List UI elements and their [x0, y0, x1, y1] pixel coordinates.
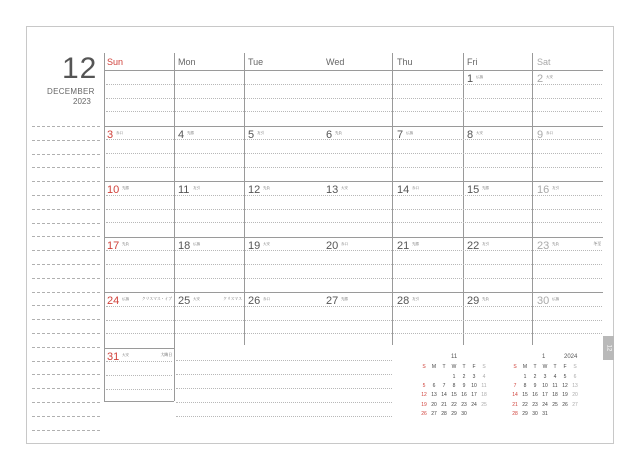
- holiday-note: 冬至: [593, 241, 601, 246]
- mini-day[interactable]: 14: [512, 392, 518, 399]
- day-number[interactable]: 17: [107, 239, 120, 252]
- notes-line: [32, 430, 100, 431]
- day-number[interactable]: 26: [248, 295, 261, 307]
- mini-day[interactable]: 30: [461, 410, 467, 417]
- row-divider: [104, 181, 603, 182]
- day-number[interactable]: 18: [178, 239, 191, 252]
- row-divider: [104, 292, 603, 293]
- rokuyo-label: 赤口: [412, 186, 419, 190]
- rokuyo-label: 友引: [193, 186, 200, 190]
- notes-line: [32, 126, 100, 127]
- mini-day[interactable]: 7: [513, 383, 517, 390]
- column-divider: [104, 53, 105, 401]
- weekday-header-sat: Sat: [537, 57, 551, 67]
- notes-line: [32, 374, 100, 375]
- month-number: 12: [62, 52, 98, 85]
- day-number[interactable]: 16: [537, 184, 550, 196]
- day-number[interactable]: 4: [178, 128, 185, 141]
- mini-day[interactable]: 29: [451, 410, 457, 417]
- mini-day[interactable]: 10: [542, 383, 548, 390]
- day-number[interactable]: 20: [326, 239, 339, 252]
- notes-line: [32, 236, 100, 237]
- notes-line: [32, 319, 100, 320]
- day-number[interactable]: 7: [397, 128, 404, 141]
- writing-line: [176, 402, 392, 403]
- mini-day[interactable]: 14: [441, 392, 447, 399]
- day-number[interactable]: 19: [248, 239, 261, 252]
- rokuyo-label: 友引: [257, 130, 264, 135]
- mini-day[interactable]: 12: [421, 392, 427, 399]
- row-divider: [104, 126, 603, 127]
- writing-line: [106, 264, 602, 265]
- rokuyo-label: 大安: [193, 297, 200, 301]
- mini-calendar-year: 2024: [564, 354, 578, 360]
- notes-line: [32, 181, 100, 182]
- rokuyo-label: 先勝: [341, 297, 348, 301]
- weekday-header-fri: Fri: [467, 57, 478, 67]
- mini-weekday: F: [563, 364, 567, 370]
- mini-day[interactable]: 26: [421, 410, 427, 417]
- weekday-header-wed: Wed: [326, 57, 345, 67]
- notes-line: [32, 195, 100, 196]
- mini-day[interactable]: 1: [452, 374, 456, 380]
- mini-day[interactable]: 28: [441, 410, 447, 417]
- rokuyo-label: 仏滅: [476, 75, 483, 79]
- day-number[interactable]: 10: [107, 184, 120, 196]
- writing-line: [176, 388, 392, 389]
- mini-day[interactable]: 4: [482, 374, 486, 380]
- writing-line: [106, 98, 602, 99]
- notes-line: [32, 209, 100, 210]
- rokuyo-label: 先勝: [122, 186, 129, 190]
- writing-line: [106, 209, 602, 210]
- day-number[interactable]: 9: [537, 128, 544, 141]
- notes-line: [32, 140, 100, 141]
- writing-line: [106, 320, 602, 321]
- mini-day[interactable]: 8: [452, 383, 456, 390]
- mini-day[interactable]: 15: [522, 392, 528, 399]
- notes-line: [32, 154, 100, 155]
- holiday-note: クリスマス: [223, 297, 242, 301]
- mini-weekday: W: [542, 364, 548, 370]
- rokuyo-label: 大安: [122, 352, 129, 357]
- writing-line: [106, 389, 172, 390]
- writing-line: [106, 375, 172, 376]
- notes-line: [32, 250, 100, 251]
- rokuyo-label: 大安: [263, 241, 270, 246]
- rokuyo-label: 大安: [341, 186, 348, 190]
- day-number[interactable]: 5: [248, 128, 255, 141]
- mini-day[interactable]: 2: [462, 374, 466, 380]
- calendar-page: [26, 26, 614, 444]
- day-number[interactable]: 11: [178, 184, 190, 196]
- mini-weekday: S: [422, 364, 426, 370]
- mini-day[interactable]: 22: [522, 401, 528, 408]
- mini-weekday: T: [533, 364, 537, 370]
- day-number[interactable]: 25: [178, 295, 191, 307]
- mini-day[interactable]: 26: [562, 401, 568, 408]
- day-number[interactable]: 28: [397, 295, 410, 307]
- notes-line: [32, 223, 100, 224]
- mini-day[interactable]: 20: [572, 392, 578, 399]
- mini-day[interactable]: 27: [431, 410, 437, 417]
- day-number[interactable]: 2: [537, 73, 544, 85]
- month-index-tab[interactable]: 12: [603, 336, 614, 360]
- mini-calendar-month: 1: [542, 354, 546, 360]
- rokuyo-label: 仏滅: [193, 241, 200, 246]
- writing-line: [106, 167, 602, 168]
- mini-day[interactable]: 29: [522, 410, 528, 417]
- day-number[interactable]: 29: [467, 295, 480, 307]
- rokuyo-label: 仏滅: [122, 297, 129, 301]
- mini-day[interactable]: 16: [461, 392, 467, 399]
- writing-line: [106, 222, 602, 223]
- mini-day[interactable]: 6: [432, 383, 436, 390]
- day-number[interactable]: 27: [326, 295, 339, 307]
- weekday-header-thu: Thu: [397, 57, 413, 67]
- mini-day[interactable]: 13: [431, 392, 437, 399]
- mini-day[interactable]: 6: [573, 374, 577, 380]
- mini-weekday: S: [573, 364, 577, 370]
- mini-day[interactable]: 3: [472, 374, 476, 380]
- rokuyo-label: 先勝: [482, 186, 489, 190]
- weekday-header-tue: Tue: [248, 57, 264, 67]
- mini-day[interactable]: 16: [532, 392, 538, 399]
- notes-line: [32, 361, 100, 362]
- mini-day[interactable]: 25: [552, 401, 558, 408]
- notes-line: [32, 264, 100, 265]
- rokuyo-label: 赤口: [341, 241, 348, 246]
- mini-weekday: S: [482, 364, 486, 370]
- mini-day[interactable]: 7: [442, 383, 446, 390]
- mini-day[interactable]: 12: [562, 383, 568, 390]
- mini-day[interactable]: 21: [441, 401, 447, 408]
- rokuyo-label: 先負: [552, 241, 559, 246]
- day-number[interactable]: 31: [107, 350, 120, 363]
- row-divider: [104, 348, 174, 349]
- mini-day[interactable]: 30: [532, 410, 538, 417]
- rokuyo-label: 先負: [263, 186, 270, 190]
- mini-day[interactable]: 18: [552, 392, 558, 399]
- rokuyo-label: 大安: [476, 130, 483, 135]
- holiday-note: クリスマス・イブ: [141, 297, 172, 301]
- notes-line: [32, 416, 100, 417]
- mini-weekday: T: [553, 364, 557, 370]
- mini-day[interactable]: 1: [523, 374, 527, 380]
- writing-line: [176, 360, 392, 361]
- mini-day[interactable]: 31: [542, 410, 548, 417]
- day-number[interactable]: 8: [467, 128, 474, 141]
- writing-line: [106, 278, 602, 279]
- mini-day[interactable]: 4: [553, 374, 557, 380]
- mini-day[interactable]: 18: [481, 392, 487, 399]
- mini-calendar-month: 11: [451, 354, 458, 360]
- weekday-header-mon: Mon: [178, 57, 196, 67]
- mini-weekday: F: [472, 364, 476, 370]
- writing-line: [106, 333, 602, 334]
- mini-weekday: M: [522, 364, 528, 370]
- day-number[interactable]: 3: [107, 128, 114, 141]
- mini-day[interactable]: 28: [512, 410, 518, 417]
- row-divider: [104, 401, 174, 402]
- day-number[interactable]: 15: [467, 184, 480, 196]
- day-number[interactable]: 24: [107, 295, 120, 307]
- rokuyo-label: 友引: [412, 297, 419, 301]
- day-number[interactable]: 30: [537, 295, 550, 307]
- month-name: DECEMBER: [47, 87, 95, 96]
- mini-day[interactable]: 3: [543, 374, 547, 380]
- rokuyo-label: 友引: [552, 186, 559, 190]
- mini-day[interactable]: 9: [462, 383, 466, 390]
- day-number[interactable]: 21: [397, 239, 410, 252]
- mini-day[interactable]: 19: [421, 401, 427, 408]
- writing-line: [176, 416, 392, 417]
- notes-line: [32, 388, 100, 389]
- mini-day[interactable]: 24: [471, 401, 477, 408]
- mini-weekday: S: [513, 364, 517, 370]
- notes-line: [32, 347, 100, 348]
- writing-line: [106, 153, 602, 154]
- rokuyo-label: 大安: [546, 75, 553, 79]
- mini-weekday: T: [462, 364, 466, 370]
- rokuyo-label: 先負: [482, 297, 489, 301]
- rokuyo-label: 赤口: [263, 297, 270, 301]
- mini-day[interactable]: 23: [461, 401, 467, 408]
- writing-line: [106, 111, 602, 112]
- notes-line: [32, 292, 100, 293]
- rokuyo-label: 赤口: [546, 130, 553, 135]
- day-number[interactable]: 23: [537, 239, 550, 252]
- notes-line: [32, 305, 100, 306]
- rokuyo-label: 仏滅: [552, 297, 559, 301]
- mini-day[interactable]: 27: [572, 401, 578, 408]
- mini-day[interactable]: 20: [431, 401, 437, 408]
- mini-day[interactable]: 5: [563, 374, 567, 380]
- year-label: 2023: [73, 97, 91, 106]
- day-number[interactable]: 13: [326, 184, 339, 196]
- rokuyo-label: 赤口: [116, 130, 123, 135]
- mini-day[interactable]: 5: [422, 383, 426, 390]
- row-divider: [104, 70, 603, 71]
- notes-line: [32, 278, 100, 279]
- mini-day[interactable]: 8: [523, 383, 527, 390]
- day-number[interactable]: 14: [397, 184, 410, 196]
- writing-line: [176, 374, 392, 375]
- holiday-note: 大晦日: [160, 352, 172, 357]
- mini-day[interactable]: 17: [471, 392, 477, 399]
- mini-day[interactable]: 10: [471, 383, 477, 390]
- writing-line: [106, 84, 602, 85]
- notes-line: [32, 333, 100, 334]
- mini-day[interactable]: 21: [512, 401, 518, 408]
- day-number[interactable]: 22: [467, 239, 480, 252]
- mini-day[interactable]: 22: [451, 401, 457, 408]
- notes-line: [32, 167, 100, 168]
- column-divider: [174, 345, 175, 401]
- rokuyo-label: 仏滅: [406, 130, 413, 135]
- rokuyo-label: 先負: [335, 130, 342, 135]
- mini-day[interactable]: 24: [542, 401, 548, 408]
- mini-day[interactable]: 9: [533, 383, 537, 390]
- mini-day[interactable]: 2: [533, 374, 537, 380]
- rokuyo-label: 先勝: [412, 241, 419, 246]
- day-number[interactable]: 1: [467, 73, 474, 85]
- row-divider: [104, 237, 603, 238]
- mini-day[interactable]: 25: [481, 401, 487, 408]
- mini-weekday: W: [451, 364, 457, 370]
- mini-day[interactable]: 11: [552, 383, 558, 390]
- mini-day[interactable]: 11: [481, 383, 487, 390]
- weekday-header-sun: Sun: [107, 57, 124, 67]
- rokuyo-label: 先負: [122, 241, 129, 246]
- day-number[interactable]: 12: [248, 184, 261, 196]
- mini-day[interactable]: 23: [532, 401, 538, 408]
- mini-day[interactable]: 17: [542, 392, 548, 399]
- mini-day[interactable]: 13: [572, 383, 578, 390]
- notes-line: [32, 402, 100, 403]
- mini-weekday: T: [442, 364, 446, 370]
- day-number[interactable]: 6: [326, 128, 333, 141]
- mini-day[interactable]: 19: [562, 392, 568, 399]
- mini-day[interactable]: 15: [451, 392, 457, 399]
- rokuyo-label: 友引: [482, 241, 489, 246]
- mini-weekday: M: [431, 364, 437, 370]
- rokuyo-label: 先勝: [187, 130, 194, 135]
